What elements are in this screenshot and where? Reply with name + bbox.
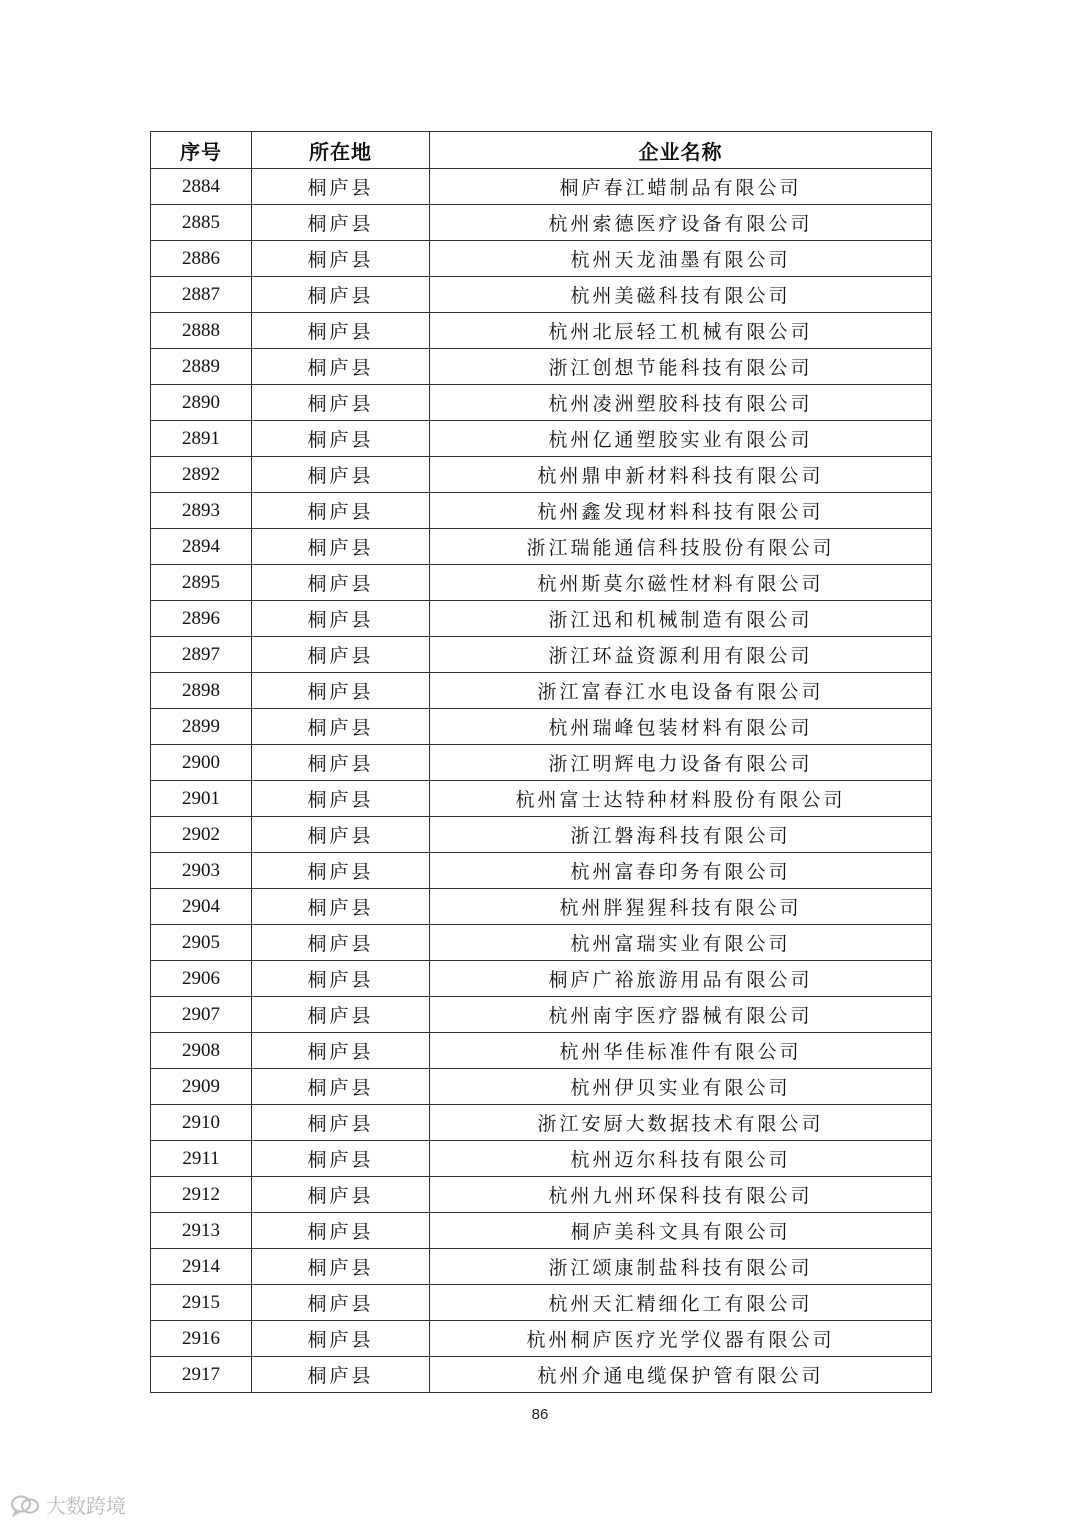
row-company-cell: 浙江安厨大数据技术有限公司 <box>430 1105 932 1141</box>
row-index-cell: 2913 <box>151 1213 252 1249</box>
header-index: 序号 <box>151 132 252 169</box>
row-index-cell: 2902 <box>151 817 252 853</box>
table-row <box>151 1033 932 1069</box>
row-index-cell: 2892 <box>151 457 252 493</box>
row-index-cell: 2898 <box>151 673 252 709</box>
table-row <box>151 1213 932 1249</box>
row-location-cell: 桐庐县 <box>252 385 430 421</box>
row-company-cell: 浙江创想节能科技有限公司 <box>430 349 932 385</box>
table-row <box>151 925 932 961</box>
row-index-cell: 2891 <box>151 421 252 457</box>
row-index-cell: 2885 <box>151 205 252 241</box>
row-company-cell: 杭州胖猩猩科技有限公司 <box>430 889 932 925</box>
table-row <box>151 1177 932 1213</box>
row-location-cell: 桐庐县 <box>252 961 430 997</box>
header-location: 所在地 <box>252 132 430 169</box>
row-index-cell: 2893 <box>151 493 252 529</box>
row-company-cell: 杭州介通电缆保护管有限公司 <box>430 1357 932 1393</box>
row-company-cell: 桐庐春江蜡制品有限公司 <box>430 169 932 205</box>
row-company-cell: 浙江富春江水电设备有限公司 <box>430 673 932 709</box>
table-row <box>151 781 932 817</box>
row-company-cell: 浙江环益资源利用有限公司 <box>430 637 932 673</box>
row-index-cell: 2903 <box>151 853 252 889</box>
row-company-cell: 杭州富春印务有限公司 <box>430 853 932 889</box>
row-company-cell: 杭州九州环保科技有限公司 <box>430 1177 932 1213</box>
row-index-cell: 2908 <box>151 1033 252 1069</box>
row-location-cell: 桐庐县 <box>252 565 430 601</box>
row-location-cell: 桐庐县 <box>252 1069 430 1105</box>
table-row <box>151 709 932 745</box>
row-company-cell: 杭州伊贝实业有限公司 <box>430 1069 932 1105</box>
row-location-cell: 桐庐县 <box>252 277 430 313</box>
table-row <box>151 637 932 673</box>
row-company-cell: 杭州亿通塑胶实业有限公司 <box>430 421 932 457</box>
row-index-cell: 2901 <box>151 781 252 817</box>
row-location-cell: 桐庐县 <box>252 205 430 241</box>
row-index-cell: 2887 <box>151 277 252 313</box>
table-row <box>151 997 932 1033</box>
table-row <box>151 421 932 457</box>
row-index-cell: 2910 <box>151 1105 252 1141</box>
row-company-cell: 杭州斯莫尔磁性材料有限公司 <box>430 565 932 601</box>
table-row <box>151 493 932 529</box>
row-company-cell: 浙江迅和机械制造有限公司 <box>430 601 932 637</box>
row-company-cell: 浙江磐海科技有限公司 <box>430 817 932 853</box>
row-company-cell: 杭州鼎申新材料科技有限公司 <box>430 457 932 493</box>
table-row <box>151 205 932 241</box>
row-index-cell: 2904 <box>151 889 252 925</box>
row-company-cell: 杭州美磁科技有限公司 <box>430 277 932 313</box>
row-location-cell: 桐庐县 <box>252 529 430 565</box>
row-company-cell: 杭州富士达特种材料股份有限公司 <box>430 781 932 817</box>
row-location-cell: 桐庐县 <box>252 1177 430 1213</box>
row-company-cell: 杭州桐庐医疗光学仪器有限公司 <box>430 1321 932 1357</box>
row-location-cell: 桐庐县 <box>252 1357 430 1393</box>
row-location-cell: 桐庐县 <box>252 241 430 277</box>
row-company-cell: 桐庐美科文具有限公司 <box>430 1213 932 1249</box>
watermark <box>10 1490 126 1519</box>
table-row <box>151 1321 932 1357</box>
enterprise-table <box>150 131 932 1393</box>
row-company-cell: 杭州瑞峰包装材料有限公司 <box>430 709 932 745</box>
row-index-cell: 2897 <box>151 637 252 673</box>
table-row <box>151 565 932 601</box>
table-row <box>151 457 932 493</box>
row-index-cell: 2916 <box>151 1321 252 1357</box>
row-location-cell: 桐庐县 <box>252 1285 430 1321</box>
row-company-cell: 杭州华佳标准件有限公司 <box>430 1033 932 1069</box>
row-location-cell: 桐庐县 <box>252 601 430 637</box>
row-location-cell: 桐庐县 <box>252 1033 430 1069</box>
row-company-cell: 杭州富瑞实业有限公司 <box>430 925 932 961</box>
row-company-cell: 浙江明辉电力设备有限公司 <box>430 745 932 781</box>
table-row <box>151 601 932 637</box>
row-location-cell: 桐庐县 <box>252 925 430 961</box>
table-row <box>151 277 932 313</box>
row-index-cell: 2906 <box>151 961 252 997</box>
row-index-cell: 2894 <box>151 529 252 565</box>
table-row <box>151 349 932 385</box>
table-row <box>151 853 932 889</box>
row-location-cell: 桐庐县 <box>252 169 430 205</box>
table-row <box>151 1141 932 1177</box>
table-row <box>151 529 932 565</box>
watermark-text: 大数跨境 <box>46 1494 126 1518</box>
table-row <box>151 241 932 277</box>
row-location-cell: 桐庐县 <box>252 313 430 349</box>
row-index-cell: 2895 <box>151 565 252 601</box>
table-row <box>151 1249 932 1285</box>
row-index-cell: 2915 <box>151 1285 252 1321</box>
table-row <box>151 169 932 205</box>
row-location-cell: 桐庐县 <box>252 745 430 781</box>
row-location-cell: 桐庐县 <box>252 1141 430 1177</box>
table-row <box>151 817 932 853</box>
row-index-cell: 2900 <box>151 745 252 781</box>
row-company-cell: 杭州凌洲塑胶科技有限公司 <box>430 385 932 421</box>
row-location-cell: 桐庐县 <box>252 421 430 457</box>
row-company-cell: 杭州索德医疗设备有限公司 <box>430 205 932 241</box>
row-company-cell: 杭州南宇医疗器械有限公司 <box>430 997 932 1033</box>
row-location-cell: 桐庐县 <box>252 349 430 385</box>
row-index-cell: 2889 <box>151 349 252 385</box>
row-index-cell: 2886 <box>151 241 252 277</box>
table-header-row <box>151 132 932 169</box>
table-row <box>151 1105 932 1141</box>
row-company-cell: 桐庐广裕旅游用品有限公司 <box>430 961 932 997</box>
table-row <box>151 1069 932 1105</box>
row-company-cell: 杭州天龙油墨有限公司 <box>430 241 932 277</box>
row-location-cell: 桐庐县 <box>252 997 430 1033</box>
row-index-cell: 2905 <box>151 925 252 961</box>
row-index-cell: 2909 <box>151 1069 252 1105</box>
row-company-cell: 杭州迈尔科技有限公司 <box>430 1141 932 1177</box>
table-row <box>151 745 932 781</box>
row-location-cell: 桐庐县 <box>252 457 430 493</box>
row-location-cell: 桐庐县 <box>252 673 430 709</box>
table-row <box>151 385 932 421</box>
row-location-cell: 桐庐县 <box>252 1105 430 1141</box>
row-company-cell: 杭州鑫发现材料科技有限公司 <box>430 493 932 529</box>
row-location-cell: 桐庐县 <box>252 1321 430 1357</box>
row-index-cell: 2899 <box>151 709 252 745</box>
row-location-cell: 桐庐县 <box>252 781 430 817</box>
row-location-cell: 桐庐县 <box>252 853 430 889</box>
row-location-cell: 桐庐县 <box>252 1213 430 1249</box>
row-index-cell: 2890 <box>151 385 252 421</box>
row-company-cell: 浙江瑞能通信科技股份有限公司 <box>430 529 932 565</box>
row-index-cell: 2907 <box>151 997 252 1033</box>
table-row <box>151 961 932 997</box>
table-row <box>151 313 932 349</box>
row-index-cell: 2884 <box>151 169 252 205</box>
row-company-cell: 浙江颂康制盐科技有限公司 <box>430 1249 932 1285</box>
chat-bubble-icon <box>10 1493 40 1517</box>
row-index-cell: 2914 <box>151 1249 252 1285</box>
row-location-cell: 桐庐县 <box>252 709 430 745</box>
row-location-cell: 桐庐县 <box>252 637 430 673</box>
row-location-cell: 桐庐县 <box>252 817 430 853</box>
table-row <box>151 673 932 709</box>
row-company-cell: 杭州天汇精细化工有限公司 <box>430 1285 932 1321</box>
header-company: 企业名称 <box>430 132 932 169</box>
row-index-cell: 2912 <box>151 1177 252 1213</box>
row-location-cell: 桐庐县 <box>252 1249 430 1285</box>
row-index-cell: 2917 <box>151 1357 252 1393</box>
table-row <box>151 1357 932 1393</box>
row-index-cell: 2896 <box>151 601 252 637</box>
row-location-cell: 桐庐县 <box>252 493 430 529</box>
row-location-cell: 桐庐县 <box>252 889 430 925</box>
row-index-cell: 2911 <box>151 1141 252 1177</box>
page-number: 86 <box>531 1406 549 1423</box>
table-row <box>151 889 932 925</box>
table-row <box>151 1285 932 1321</box>
row-index-cell: 2888 <box>151 313 252 349</box>
row-company-cell: 杭州北辰轻工机械有限公司 <box>430 313 932 349</box>
